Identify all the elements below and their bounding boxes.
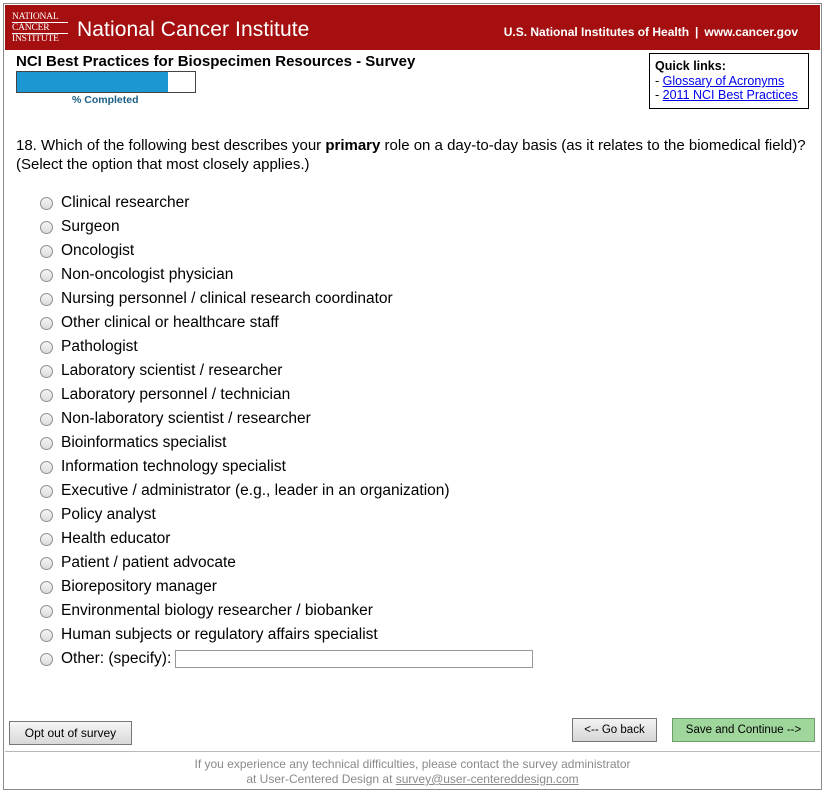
quick-links-box — [649, 53, 809, 109]
radio-button[interactable] — [40, 605, 53, 618]
radio-button[interactable] — [40, 437, 53, 450]
option-row[interactable] — [40, 431, 533, 455]
option-label: Pathologist — [61, 338, 138, 355]
progress-label: % Completed — [72, 94, 139, 106]
progress-bar — [16, 71, 196, 93]
quick-link-item — [655, 74, 808, 88]
option-row[interactable] — [40, 359, 533, 383]
quick-link-item — [655, 88, 808, 102]
radio-button[interactable] — [40, 197, 53, 210]
option-row[interactable] — [40, 311, 533, 335]
banner-separator: | — [695, 25, 699, 39]
radio-button[interactable] — [40, 317, 53, 330]
question-lead: 18. Which of the following best describes your — [16, 137, 326, 154]
option-label: Non-laboratory scientist / researcher — [61, 410, 311, 427]
radio-button[interactable] — [40, 485, 53, 498]
quick-link-dash: - — [655, 88, 663, 102]
option-label: Policy analyst — [61, 506, 156, 523]
radio-button[interactable] — [40, 389, 53, 402]
nci-logo[interactable] — [12, 12, 68, 46]
option-label: Laboratory personnel / technician — [61, 386, 291, 403]
radio-button[interactable] — [40, 509, 53, 522]
radio-button[interactable] — [40, 581, 53, 594]
option-row[interactable] — [40, 551, 533, 575]
quick-links-title: Quick links: — [655, 59, 726, 73]
radio-button[interactable] — [40, 221, 53, 234]
radio-button[interactable] — [40, 629, 53, 642]
question-text — [16, 136, 812, 174]
option-label: Surgeon — [61, 218, 120, 235]
logo-line-2: CANCER — [12, 23, 68, 34]
option-label: Other clinical or healthcare staff — [61, 314, 279, 331]
option-label: Biorepository manager — [61, 578, 217, 595]
org-name[interactable]: National Cancer Institute — [77, 18, 310, 41]
option-row[interactable] — [40, 215, 533, 239]
radio-button[interactable] — [40, 269, 53, 282]
radio-button[interactable] — [40, 365, 53, 378]
nci-banner — [5, 5, 820, 50]
option-label: Human subjects or regulatory affairs specialist — [61, 626, 378, 643]
best-practices-link[interactable]: 2011 NCI Best Practices — [662, 88, 798, 102]
radio-button[interactable] — [40, 245, 53, 258]
option-label: Nursing personnel / clinical research coordinator — [61, 290, 393, 307]
option-label: Laboratory scientist / researcher — [61, 362, 283, 379]
option-row[interactable] — [40, 191, 533, 215]
option-label: Patient / patient advocate — [61, 554, 236, 571]
footer — [4, 757, 821, 787]
option-label: Health educator — [61, 530, 171, 547]
admin-email-link[interactable]: survey@user-centereddesign.com — [395, 772, 579, 786]
option-row[interactable] — [40, 575, 533, 599]
option-row[interactable] — [40, 407, 533, 431]
option-row[interactable] — [40, 623, 533, 647]
option-label: Executive / administrator (e.g., leader in an organization) — [61, 482, 450, 499]
radio-button[interactable] — [40, 293, 53, 306]
survey-title: NCI Best Practices for Biospecimen Resources - Survey — [16, 53, 416, 70]
logo-line-3: INSTITUTE — [12, 34, 59, 44]
option-row[interactable] — [40, 455, 533, 479]
opt-out-button[interactable]: Opt out of survey — [9, 721, 132, 745]
radio-button[interactable] — [40, 653, 53, 666]
glossary-link[interactable]: Glossary of Acronyms — [662, 74, 785, 88]
option-row[interactable] — [40, 479, 533, 503]
option-row-other[interactable] — [40, 647, 533, 671]
footer-divider — [5, 751, 820, 752]
option-row[interactable] — [40, 287, 533, 311]
option-label: Information technology specialist — [61, 458, 286, 475]
option-row[interactable] — [40, 383, 533, 407]
option-label: Bioinformatics specialist — [61, 434, 227, 451]
banner-links — [504, 25, 798, 39]
other-specify-input[interactable] — [175, 650, 533, 668]
radio-button[interactable] — [40, 341, 53, 354]
role-options — [40, 191, 533, 671]
survey-frame — [3, 3, 822, 790]
quick-link-dash: - — [655, 74, 663, 88]
nih-link[interactable]: U.S. National Institutes of Health — [503, 25, 690, 39]
footer-line-2-text: at User-Centered Design at — [246, 772, 396, 786]
radio-button[interactable] — [40, 413, 53, 426]
option-label: Oncologist — [61, 242, 135, 259]
option-label: Non-oncologist physician — [61, 266, 234, 283]
option-row[interactable] — [40, 527, 533, 551]
go-back-button[interactable]: <-- Go back — [572, 718, 657, 742]
progress-fill — [17, 72, 168, 92]
question-tail: role on a day-to-day basis (as it relates to the biomedical field)? (Select the option that most closely applies.) — [16, 137, 806, 173]
radio-button[interactable] — [40, 461, 53, 474]
option-label: Clinical researcher — [61, 194, 190, 211]
cancer-gov-link[interactable]: www.cancer.gov — [704, 25, 798, 39]
radio-button[interactable] — [40, 533, 53, 546]
question-emphasis: primary — [325, 137, 381, 154]
option-row[interactable] — [40, 503, 533, 527]
option-row[interactable] — [40, 599, 533, 623]
option-label-other: Other: (specify): — [61, 650, 172, 667]
option-row[interactable] — [40, 239, 533, 263]
footer-line-2 — [4, 772, 821, 787]
save-continue-button[interactable]: Save and Continue --> — [672, 718, 815, 742]
option-row[interactable] — [40, 263, 533, 287]
footer-line-1: If you experience any technical difficulties, please contact the survey administrator — [194, 757, 631, 771]
option-row[interactable] — [40, 335, 533, 359]
radio-button[interactable] — [40, 557, 53, 570]
option-label: Environmental biology researcher / biobanker — [61, 602, 373, 619]
logo-line-1: NATIONAL — [12, 12, 68, 23]
